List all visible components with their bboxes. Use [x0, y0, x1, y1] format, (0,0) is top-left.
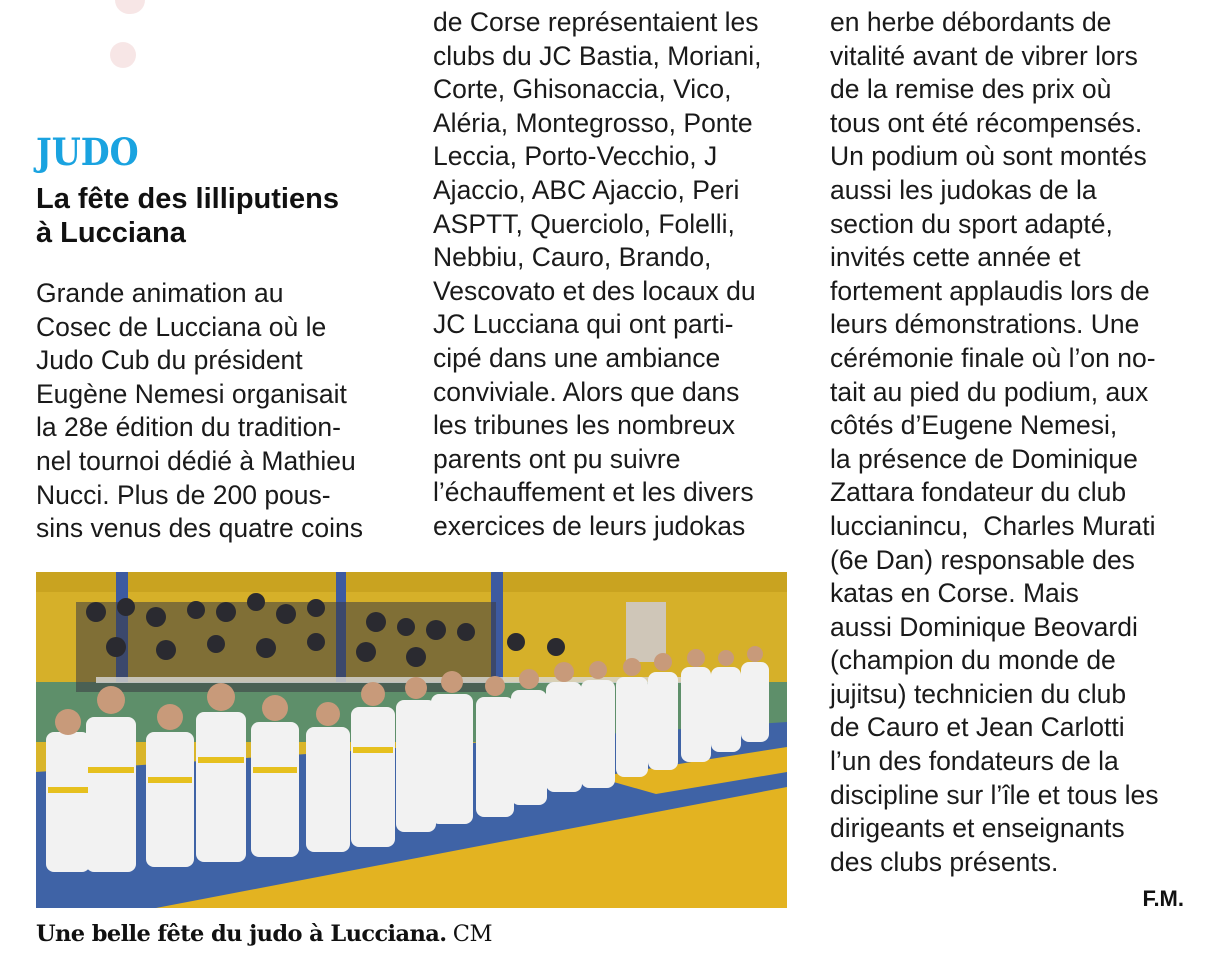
bleed-shape — [115, 0, 145, 14]
article-headline — [36, 182, 396, 250]
section-kicker: JUDO — [36, 130, 139, 174]
wall-door — [626, 602, 666, 662]
headline-line: à Lucciana — [36, 217, 186, 249]
author-signature: F.M. — [1142, 886, 1184, 911]
article-column-2: de Corse représentaient les clubs du JC Bastia, Moriani, Corte, Ghisonaccia, Vico, Aléria, Montegrosso, Ponte Leccia, Porto-Vecchio, J Ajaccio, ABC Ajaccio, Peri ASPTT, Querciolo, Folelli, Nebbiu, Cauro, Brando, Vescovato et des locaux du JC Lucciana qui ont parti- cipé dans une ambiance conviviale. Alors que dans les tribunes les nombreux parents ont pu suivre l’échauffement et les divers exercices de leurs judokas — [433, 7, 762, 541]
caption-text: Une belle fête du judo à Lucciana. — [36, 921, 447, 947]
gym-wall-top — [36, 572, 787, 592]
headline-line: La fête des lilliputiens — [36, 183, 339, 215]
article-photo — [36, 572, 787, 908]
judo-photo-illustration — [36, 572, 787, 908]
photo-credit: CM — [452, 921, 493, 947]
article-column-1: Grande animation au Cosec de Lucciana où le Judo Cub du président Eugène Nemesi organisait la 28e édition du tradition- nel tournoi dédié à Mathieu Nucci. Plus de 200 pous- sins venus des quatre coins — [36, 278, 364, 544]
photo-caption — [36, 920, 492, 948]
article-column-3: en herbe débordants de vitalité avant de vibrer lors de la remise des prix où tous ont été récompensés. Un podium où sont montés aussi les judokas de la section du sport adapté, invités cette année et fortement applaudis lors de leurs démonstrations. Une cérémonie finale où l’on no- tait au pied du podium, aux côtés d’Eugene Nemesi, la présence de Dominique Zattara fondateur du club luccianincu, Charles Murati (6e Dan) responsable des katas en Corse. Mais aussi Dominique Beovardi (champion du monde de jujitsu) technicien du club de Cauro et Jean Carlotti l’un des fondateurs de la discipline sur l’île et tous les dirigeants et enseignants des clubs présents. — [830, 7, 1159, 877]
previous-article-bleed — [60, 0, 380, 110]
bleed-shape — [110, 42, 136, 68]
